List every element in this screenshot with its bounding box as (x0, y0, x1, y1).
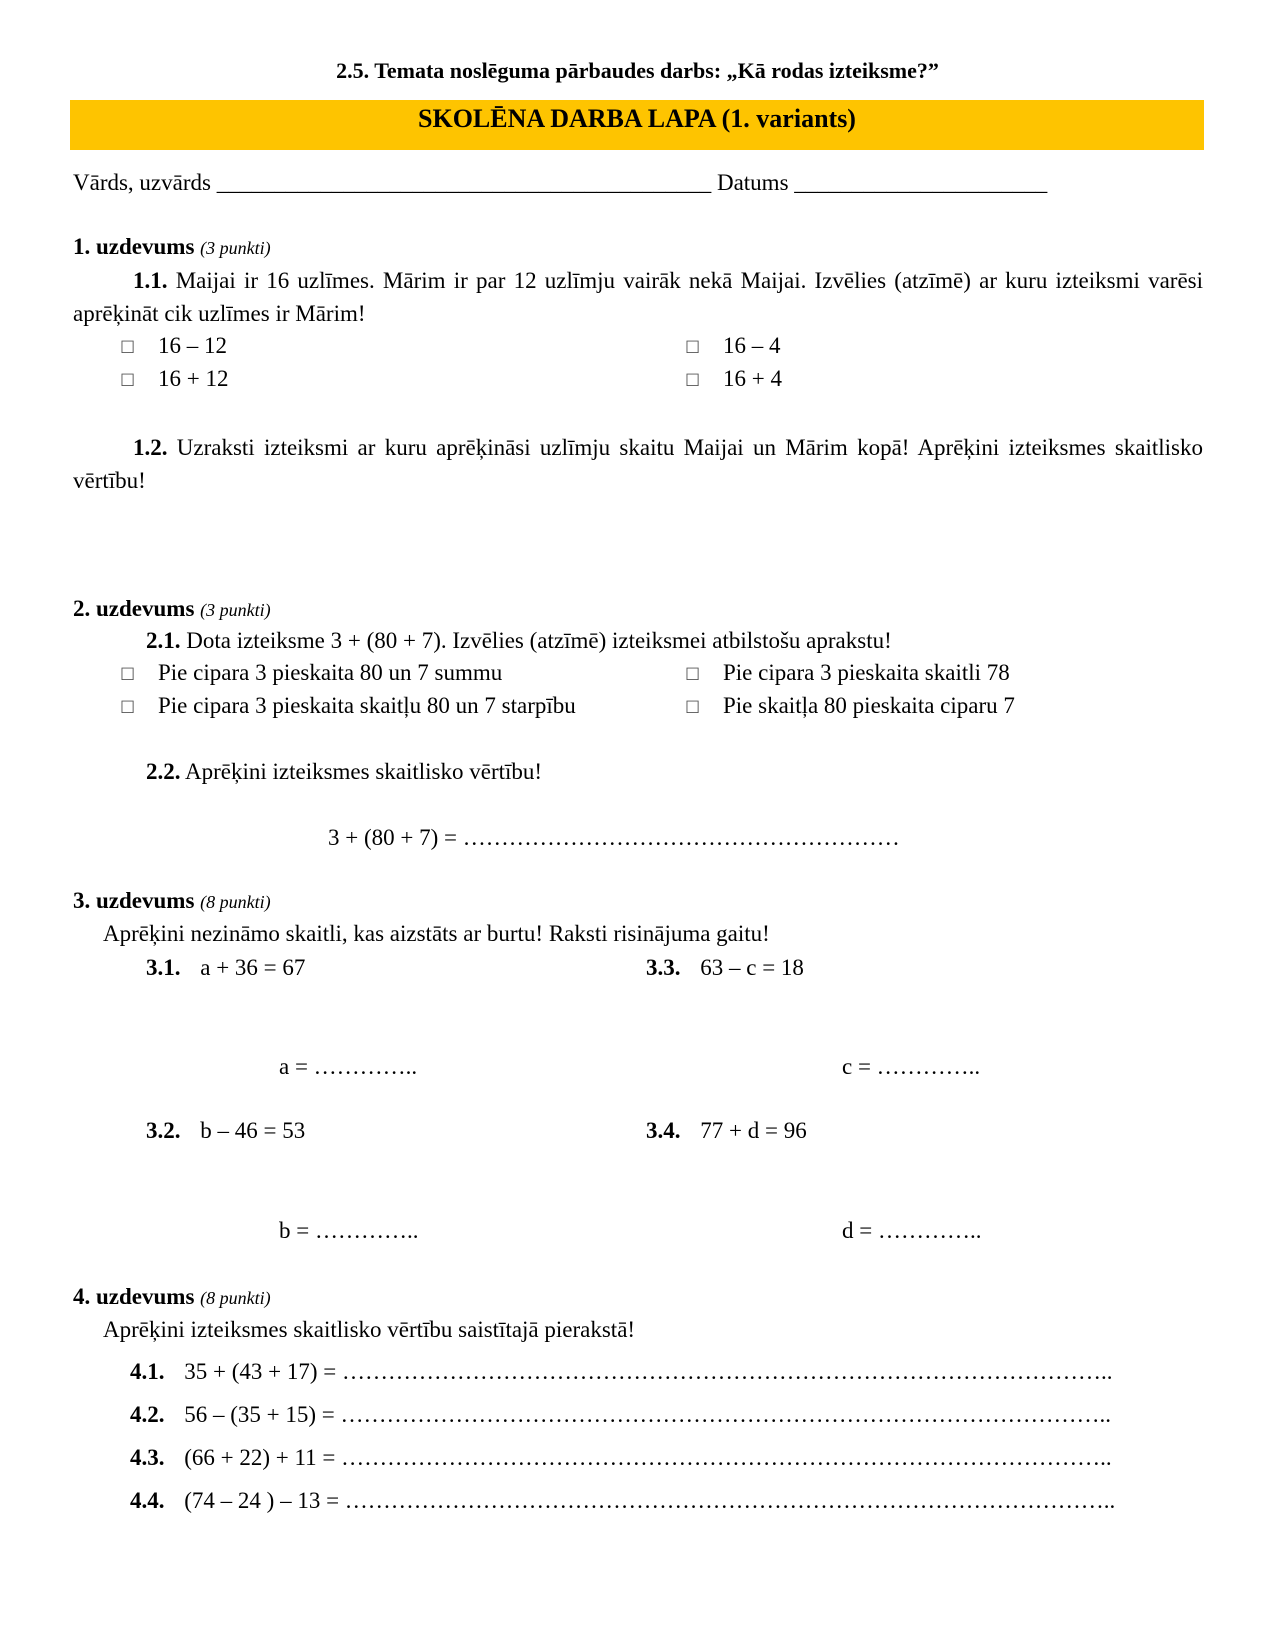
task3-item-number: 3.3. (646, 955, 681, 980)
task3-heading (73, 888, 271, 914)
empty-checkbox-icon[interactable]: ☐ (120, 698, 136, 718)
task3-answer-a[interactable]: a = ………….. (279, 1054, 418, 1079)
date-label: Datums (716, 170, 789, 195)
task4-item-number: 4.1. (130, 1359, 165, 1384)
name-label: Vārds, uzvārds (73, 170, 211, 195)
option-label: 16 + 4 (723, 366, 782, 391)
empty-checkbox-icon[interactable]: ☐ (685, 338, 701, 358)
task4-item-4[interactable] (130, 1488, 1200, 1514)
empty-checkbox-icon[interactable]: ☐ (120, 371, 136, 391)
task3-instruction: Aprēķini nezināmo skaitli, kas aizstāts ar burtu! Raksti risinājuma gaitu! (103, 921, 770, 946)
task3-item-expr: 63 – c = 18 (700, 955, 804, 980)
task4-item-number: 4.2. (130, 1402, 165, 1427)
task2-q1-text: Dota izteiksme 3 + (80 + 7). Izvēlies (atzīmē) izteiksmei atbilstošu aprakstu! (186, 628, 892, 653)
option-label: Pie skaitļa 80 pieskaita ciparu 7 (723, 693, 1015, 718)
task3-answer-c[interactable]: c = ………….. (842, 1054, 981, 1079)
task2-option-2[interactable] (685, 660, 1010, 686)
empty-checkbox-icon[interactable]: ☐ (685, 665, 701, 685)
task1-q2-number: 1.2. (133, 435, 168, 460)
task1-title: 1. uzdevums (73, 234, 195, 259)
task2-q1-number: 2.1. (146, 628, 181, 653)
task1-option-2[interactable] (685, 333, 781, 359)
option-label: Pie cipara 3 pieskaita 80 un 7 summu (158, 660, 503, 685)
empty-checkbox-icon[interactable]: ☐ (120, 665, 136, 685)
task4-item-expr: (74 – 24 ) – 13 = ……………………………………………………………………………………….. (184, 1488, 1116, 1513)
task3-points: (8 punkti) (200, 892, 271, 912)
task4-title: 4. uzdevums (73, 1284, 195, 1309)
option-label: 16 + 12 (158, 366, 229, 391)
task4-item-3[interactable] (130, 1445, 1200, 1471)
name-date-line (73, 170, 1047, 196)
task1-q2 (73, 431, 1203, 497)
task2-option-4[interactable] (685, 693, 1015, 719)
task4-item-2[interactable] (130, 1402, 1200, 1428)
task3-item-expr: b – 46 = 53 (200, 1118, 306, 1143)
task4-item-expr: 35 + (43 + 17) = ……………………………………………………………………………………….. (184, 1359, 1113, 1384)
task2-q1 (146, 628, 892, 654)
worksheet-banner: SKOLĒNA DARBA LAPA (1. variants) (70, 100, 1204, 150)
task3-item-3 (646, 955, 804, 981)
task2-title: 2. uzdevums (73, 596, 195, 621)
name-field[interactable]: ___________________________________________ (216, 170, 712, 195)
task4-heading (73, 1284, 271, 1310)
task2-option-3[interactable] (120, 693, 576, 719)
page-title: 2.5. Temata noslēguma pārbaudes darbs: „Kā rodas izteiksme?” (336, 58, 939, 83)
task2-option-1[interactable] (120, 660, 502, 686)
date-field[interactable]: ______________________ (794, 170, 1048, 195)
task2-heading (73, 596, 271, 622)
task4-item-expr: 56 – (35 + 15) = ……………………………………………………………………………………….. (184, 1402, 1112, 1427)
task4-instruction: Aprēķini izteiksmes skaitlisko vērtību saistītajā pierakstā! (103, 1317, 636, 1342)
option-label: Pie cipara 3 pieskaita skaitli 78 (723, 660, 1010, 685)
task1-option-3[interactable] (120, 366, 228, 392)
task3-item-expr: a + 36 = 67 (200, 955, 306, 980)
task2-q2-text: Aprēķini izteiksmes skaitlisko vērtību! (184, 759, 543, 784)
task3-item-1 (146, 955, 305, 981)
task3-answer-d[interactable]: d = ………….. (842, 1218, 982, 1243)
task3-item-2 (146, 1118, 305, 1144)
task3-item-number: 3.2. (146, 1118, 181, 1143)
task1-q1-text: Maijai ir 16 uzlīmes. Mārim ir par 12 uzlīmju vairāk nekā Maijai. Izvēlies (atzīmē) ar kuru izteiksmi varēsi aprēķināt cik uzlīmes ir Mārim! (73, 268, 1203, 326)
task1-q2-text: Uzraksti izteiksmi ar kuru aprēķināsi uzlīmju skaitu Maijai un Mārim kopā! Aprēķini izteiksmes skaitlisko vērtību! (73, 435, 1204, 493)
task2-q2-number: 2.2. (146, 759, 181, 784)
empty-checkbox-icon[interactable]: ☐ (120, 338, 136, 358)
task3-title: 3. uzdevums (73, 888, 195, 913)
option-label: 16 – 4 (723, 333, 781, 358)
task1-q1-number: 1.1. (133, 268, 168, 293)
task2-q2 (146, 759, 542, 785)
option-label: 16 – 12 (158, 333, 227, 358)
task3-item-number: 3.4. (646, 1118, 681, 1143)
task2-answer-line[interactable]: 3 + (80 + 7) = ………………………………………………… (328, 825, 900, 850)
empty-checkbox-icon[interactable]: ☐ (685, 371, 701, 391)
task3-item-expr: 77 + d = 96 (700, 1118, 807, 1143)
empty-checkbox-icon[interactable]: ☐ (685, 698, 701, 718)
task4-item-expr: (66 + 22) + 11 = ……………………………………………………………………………………….. (184, 1445, 1112, 1470)
task4-points: (8 punkti) (200, 1288, 271, 1308)
task2-points: (3 punkti) (200, 600, 271, 620)
task4-item-number: 4.4. (130, 1488, 165, 1513)
task4-item-number: 4.3. (130, 1445, 165, 1470)
task3-answer-b[interactable]: b = ………….. (279, 1218, 419, 1243)
task1-q1 (73, 264, 1203, 330)
task1-points: (3 punkti) (200, 238, 271, 258)
task1-option-1[interactable] (120, 333, 227, 359)
task3-item-4 (646, 1118, 807, 1144)
task1-option-4[interactable] (685, 366, 782, 392)
task3-item-number: 3.1. (146, 955, 181, 980)
task1-heading (73, 234, 271, 260)
task4-item-1[interactable] (130, 1359, 1200, 1385)
option-label: Pie cipara 3 pieskaita skaitļu 80 un 7 starpību (158, 693, 576, 718)
